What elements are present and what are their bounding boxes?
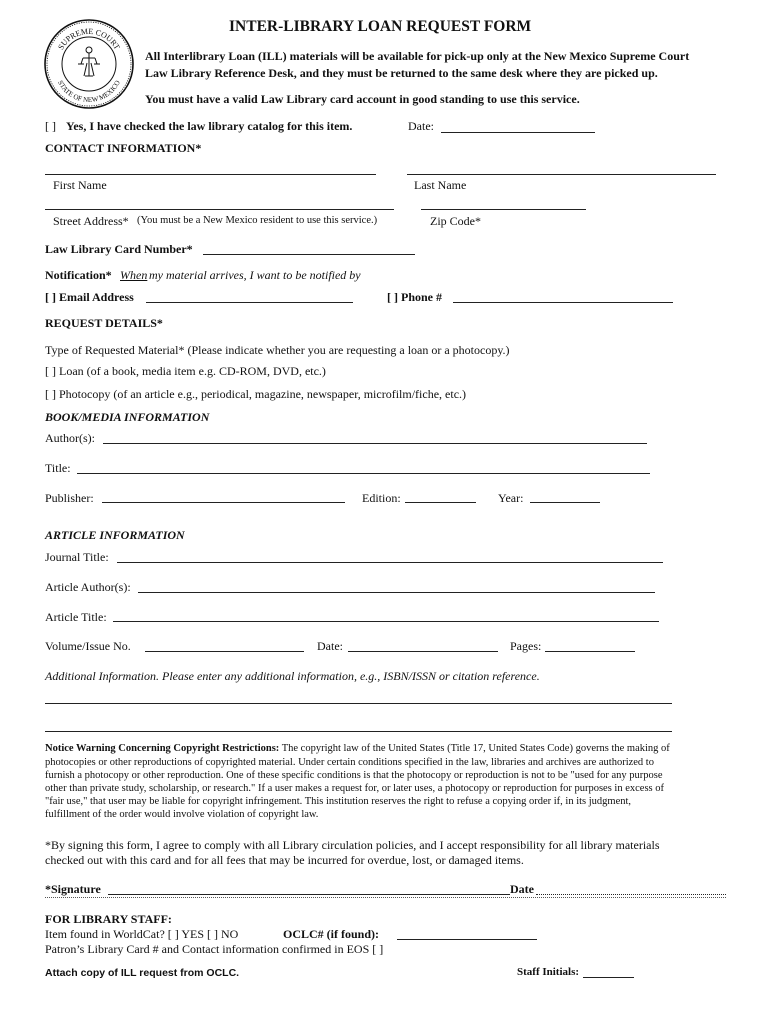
- book-authors-label: Author(s):: [45, 431, 95, 445]
- signature-divider: [45, 897, 726, 898]
- signature-date-field[interactable]: [536, 894, 726, 895]
- staff-heading: FOR LIBRARY STAFF:: [45, 912, 172, 926]
- edition-field[interactable]: [405, 502, 476, 503]
- publisher-label: Publisher:: [45, 491, 94, 505]
- intro-line-1: All Interlibrary Loan (ILL) materials will be available for pick-up only at the New Mexico Supreme Court: [145, 49, 690, 63]
- copyright-line-2: photocopies or other reproductions of copyrighted material. Under certain conditions specified in the law, libraries and archives are authorized to: [45, 757, 654, 768]
- additional-info-prompt: Additional Information. Please enter any additional information, e.g., ISBN/ISSN or citation reference.: [45, 669, 540, 683]
- attach-oclc-note: Attach copy of ILL request from OCLC.: [45, 967, 240, 979]
- journal-title-label: Journal Title:: [45, 550, 109, 564]
- catalog-check-label: Yes, I have checked the law library catalog for this item.: [66, 119, 353, 133]
- card-notice: You must have a valid Law Library card account in good standing to use this service.: [145, 92, 580, 106]
- loan-option[interactable]: [ ] Loan (of a book, media item e.g. CD-ROM, DVD, etc.): [45, 364, 326, 378]
- material-type-prompt: Type of Requested Material* (Please indicate whether you are requesting a loan or a photocopy.): [45, 343, 510, 357]
- publisher-field[interactable]: [102, 502, 345, 503]
- first-name-field[interactable]: [45, 174, 376, 175]
- worldcat-check[interactable]: Item found in WorldCat? [ ] YES [ ] NO: [45, 927, 239, 941]
- first-name-label: First Name: [53, 178, 107, 192]
- phone-field[interactable]: [453, 302, 673, 303]
- catalog-checkbox[interactable]: [ ]: [45, 119, 56, 133]
- article-title-label: Article Title:: [45, 610, 107, 624]
- copyright-line-1: [45, 743, 670, 754]
- copyright-line-3: furnish a photocopy or other reproduction. One of these specific conditions is that the photocopy or reproduction is not to be "used for any purpose: [45, 770, 663, 781]
- copyright-text-1: The copyright law of the United States (Title 17, United States Code) governs the making of: [281, 743, 670, 754]
- seal-top-text: SUPREME COURT: [56, 26, 122, 52]
- court-seal-logo: [43, 18, 135, 110]
- notification-label: Notification*: [45, 268, 112, 282]
- book-title-field[interactable]: [77, 473, 650, 474]
- street-address-field[interactable]: [45, 209, 394, 210]
- card-number-label: Law Library Card Number*: [45, 242, 193, 256]
- email-field[interactable]: [146, 302, 353, 303]
- article-date-field[interactable]: [348, 651, 498, 652]
- street-address-label: Street Address*: [53, 214, 129, 228]
- photocopy-option[interactable]: [ ] Photocopy (of an article e.g., periodical, magazine, newspaper, microfilm/fiche, etc.): [45, 387, 467, 401]
- additional-info-line-2[interactable]: [45, 731, 672, 732]
- seal-bottom-text: STATE OF NEW MEXICO: [56, 79, 122, 105]
- article-heading: ARTICLE INFORMATION: [45, 528, 185, 542]
- signature-label: *Signature: [45, 882, 101, 896]
- agreement-line-1: *By signing this form, I agree to comply with all Library circulation policies, and I accept responsibility for all library materials: [45, 838, 660, 852]
- request-heading: REQUEST DETAILS*: [45, 316, 163, 330]
- contact-heading: CONTACT INFORMATION*: [45, 141, 202, 155]
- volume-label: Volume/Issue No.: [45, 639, 131, 653]
- signature-field[interactable]: [108, 894, 510, 895]
- card-number-field[interactable]: [203, 254, 415, 255]
- notification-when: When: [120, 268, 148, 282]
- last-name-field[interactable]: [407, 174, 716, 175]
- svg-text:STATE OF NEW MEXICO: [56, 79, 122, 104]
- staff-initials-label: Staff Initials:: [517, 966, 580, 978]
- last-name-label: Last Name: [414, 178, 467, 192]
- oclc-label: OCLC# (if found):: [283, 927, 380, 941]
- volume-field[interactable]: [145, 651, 304, 652]
- svg-text:SUPREME COURT: [56, 27, 121, 51]
- phone-option[interactable]: [ ] Phone #: [387, 290, 442, 304]
- zip-code-field[interactable]: [421, 209, 586, 210]
- copyright-line-5: "fair use," that user may be liable for copyright infringement. This institution reserves the right to refuse a copying order if, in its judgment,: [45, 796, 632, 807]
- book-title-label: Title:: [45, 461, 71, 475]
- oclc-field[interactable]: [397, 939, 537, 940]
- copyright-line-6: fulfillment of the order would involve violation of copyright law.: [45, 809, 319, 820]
- copyright-line-4: other than private study, scholarship, or research." If a user makes a request for, or later uses, a photocopy or reproduction for purposes in excess of: [45, 783, 664, 794]
- staff-initials-field[interactable]: [583, 977, 634, 978]
- intro-line-2: Law Library Reference Desk, and they must be returned to the same desk where they are picked up.: [145, 66, 658, 80]
- year-field[interactable]: [530, 502, 600, 503]
- signature-date-label: Date: [510, 882, 534, 896]
- book-authors-field[interactable]: [103, 443, 647, 444]
- page-title: INTER-LIBRARY LOAN REQUEST FORM: [229, 18, 532, 35]
- notification-rest: my material arrives, I want to be notified by: [149, 268, 361, 282]
- agreement-line-2: checked out with this card and for all fees that may be incurred for overdue, lost, or damaged items.: [45, 853, 524, 867]
- article-date-label: Date:: [317, 639, 343, 653]
- additional-info-line-1[interactable]: [45, 703, 672, 704]
- journal-title-field[interactable]: [117, 562, 663, 563]
- edition-label: Edition:: [362, 491, 401, 505]
- year-label: Year:: [498, 491, 524, 505]
- copyright-heading: Notice Warning Concerning Copyright Restrictions:: [45, 743, 280, 754]
- article-authors-label: Article Author(s):: [45, 580, 131, 594]
- street-address-note: (You must be a New Mexico resident to use this service.): [137, 215, 378, 226]
- date-field[interactable]: [441, 132, 595, 133]
- book-heading: BOOK/MEDIA INFORMATION: [45, 410, 210, 424]
- date-label: Date:: [408, 119, 434, 133]
- zip-code-label: Zip Code*: [430, 214, 481, 228]
- article-authors-field[interactable]: [138, 592, 655, 593]
- article-title-field[interactable]: [113, 621, 659, 622]
- email-option[interactable]: [ ] Email Address: [45, 290, 134, 304]
- patron-confirmed-check[interactable]: Patron’s Library Card # and Contact information confirmed in EOS [ ]: [45, 942, 384, 956]
- pages-field[interactable]: [545, 651, 635, 652]
- pages-label: Pages:: [510, 639, 542, 653]
